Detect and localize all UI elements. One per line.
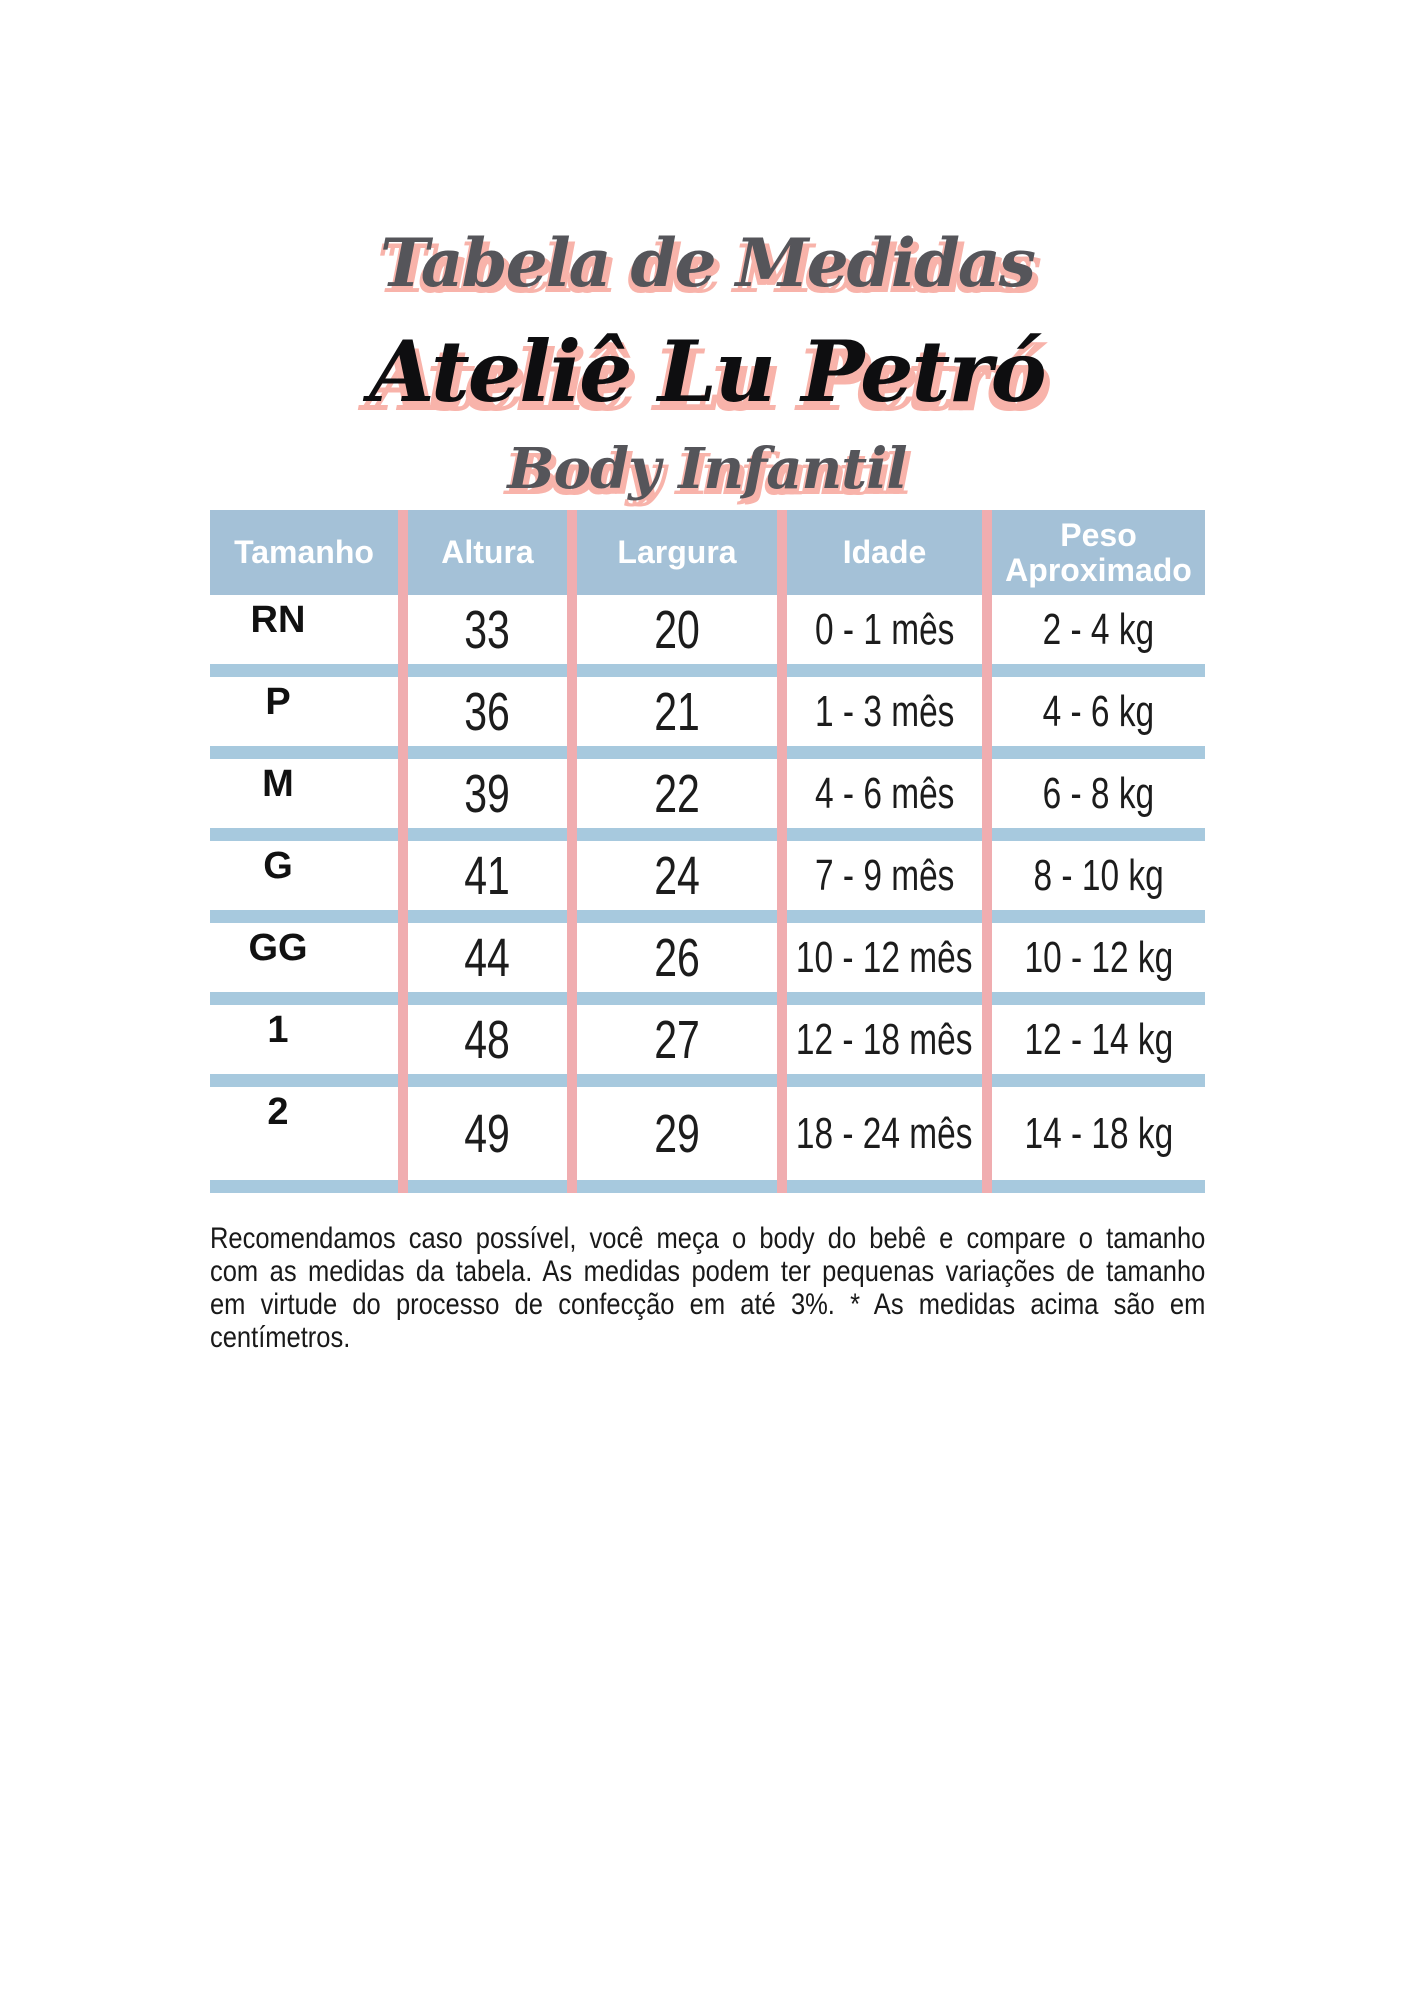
column-divider (982, 510, 992, 1193)
row-separator (210, 664, 1205, 677)
peso-value: 14 - 18 kg (1024, 1108, 1173, 1158)
row-separator (210, 910, 1205, 923)
idade-value: 12 - 18 mês (796, 1014, 973, 1064)
size-label: GG (248, 927, 308, 969)
column-divider (398, 510, 408, 1193)
table-row (210, 759, 1205, 841)
measurements-table (210, 510, 1205, 1193)
table-row (210, 595, 1205, 677)
measurement-note (210, 1222, 1205, 1354)
note-line: em virtude do processo de confecção em até 3%. * As medidas acima são em (210, 1288, 1206, 1321)
header-largura: Largura (617, 534, 737, 570)
row-separator (210, 1074, 1205, 1087)
largura-value: 22 (654, 763, 700, 824)
note-line: com as medidas da tabela. As medidas podem ter pequenas variações de tamanho (210, 1255, 1206, 1288)
largura-value: 27 (654, 1009, 700, 1070)
header-peso: Peso Aproximado (1005, 516, 1192, 588)
table-row (210, 841, 1205, 923)
row-separator (210, 746, 1205, 759)
largura-value: 21 (654, 681, 700, 742)
altura-value: 48 (464, 1009, 511, 1070)
product-subtitle: Body Infantil (507, 436, 907, 502)
table-row (210, 1087, 1205, 1193)
idade-value: 7 - 9 mês (814, 850, 955, 900)
peso-value: 8 - 10 kg (1033, 850, 1164, 900)
note-line: centímetros. (210, 1321, 351, 1354)
size-label: M (262, 763, 294, 805)
header-altura: Altura (441, 534, 534, 570)
largura-value: 20 (654, 599, 700, 660)
row-separator (210, 992, 1205, 1005)
table-row (210, 1005, 1205, 1087)
idade-value: 1 - 3 mês (814, 686, 955, 736)
header-tamanho: Tamanho (234, 534, 374, 570)
peso-value: 12 - 14 kg (1024, 1014, 1173, 1064)
peso-value: 4 - 6 kg (1042, 686, 1155, 736)
row-separator (210, 1180, 1205, 1193)
peso-value: 2 - 4 kg (1042, 604, 1155, 654)
page-title: Tabela de Medidas (380, 224, 1034, 302)
altura-value: 33 (464, 599, 511, 660)
size-label: 2 (267, 1091, 289, 1133)
table-header-row (210, 510, 1205, 595)
table-row (210, 677, 1205, 759)
size-label: RN (250, 599, 306, 641)
peso-value: 6 - 8 kg (1042, 768, 1155, 818)
altura-value: 39 (464, 763, 511, 824)
note-line: Recomendamos caso possível, você meça o body do bebê e compare o tamanho (210, 1222, 1206, 1255)
idade-value: 10 - 12 mês (796, 932, 973, 982)
altura-value: 41 (464, 845, 511, 906)
size-label: P (265, 681, 291, 723)
idade-value: 4 - 6 mês (814, 768, 955, 818)
table-row (210, 923, 1205, 1005)
column-divider (777, 510, 787, 1193)
column-divider (567, 510, 577, 1193)
brand-title: Ateliê Lu Petró (369, 322, 1045, 421)
peso-value: 10 - 12 kg (1024, 932, 1173, 982)
header-idade: Idade (842, 534, 927, 570)
size-label: 1 (267, 1009, 289, 1051)
largura-value: 24 (654, 845, 700, 906)
largura-value: 26 (654, 927, 700, 988)
idade-value: 18 - 24 mês (796, 1108, 973, 1158)
row-separator (210, 828, 1205, 841)
size-label: G (263, 845, 293, 887)
altura-value: 36 (464, 681, 511, 742)
largura-value: 29 (654, 1103, 700, 1164)
altura-value: 44 (464, 927, 511, 988)
altura-value: 49 (464, 1103, 511, 1164)
idade-value: 0 - 1 mês (814, 604, 955, 654)
